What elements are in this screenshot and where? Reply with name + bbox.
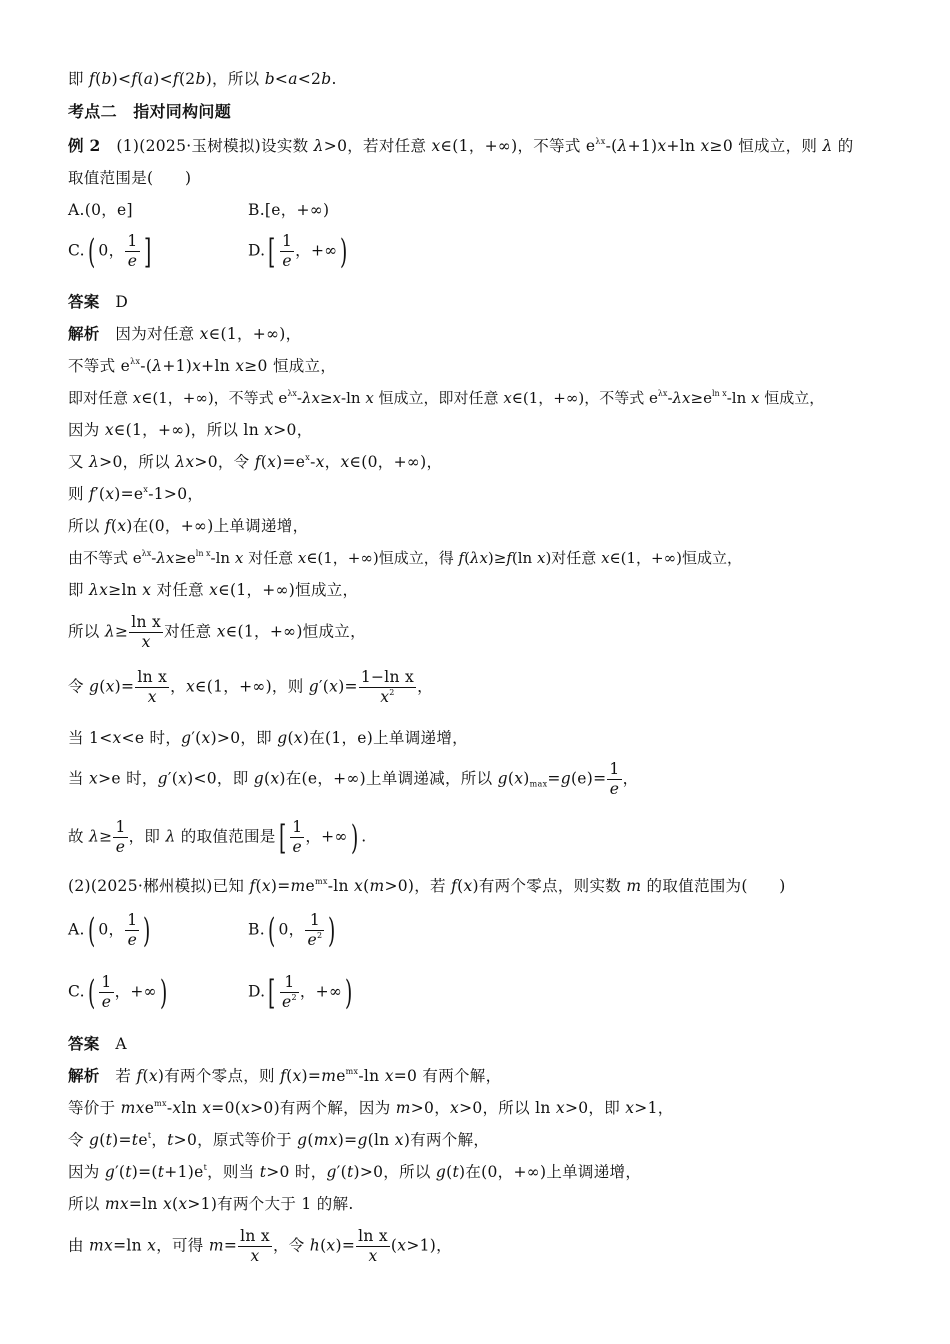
solution-line: 不等式 $e^{\lambda x}-(\lambda+1)x+\ln$ x≥0 恒成立， — [68, 357, 337, 375]
option-b: B.[e，+∞) — [248, 201, 330, 219]
solution-line: 当 1<x<e 时，g′(x)>0，即 g(x)在(1，e)上单调递增， — [68, 729, 468, 747]
section-heading: 考点二 指对同构问题 — [68, 102, 232, 121]
solution-line: 令 $g(t)=te^t$，t>0，原式等价于 g(mx)=g(ln x)有两个解， — [68, 1131, 490, 1149]
answer-line: 答案 A — [68, 1034, 127, 1053]
solution-line: 故 λ≥ $\frac{1}{e}$ ，即 λ 的取值范围是[ $\frac{1}{e}$ ，+∞) . — [68, 817, 367, 858]
solution-line: 所以 λ≥ $\frac{\text{ln x}}{x}$ 对任意 x∈(1，+∞)恒成立， — [68, 613, 366, 651]
solution-line: 由不等式 $e^{\lambda x}-\lambda x\ge e^{ln x}-\ln$ x 对任意 x∈(1，+∞)恒成立，得 f(λx)≥f(ln x)对任意 x∈(1，+∞)恒成立， — [68, 549, 742, 567]
solution-line: 因为 $g'(t)=(t+1)e^t$，则当 t>0 时，g′(t)>0，所以 g(t)在(0，+∞)上单调递增， — [68, 1163, 642, 1181]
solution-line: 即对任意 x∈(1，+∞)，不等式 $e^{\lambda x}-\lambda x\ge x-\ln$ x 恒成立，即对任意 x∈(1，+∞)，不等式 $e^{\lambda x}-\lambda x\ge e^{ln x}-\ln$ x 恒成立， — [68, 389, 825, 407]
solution-line: 解析 若 f(x)有两个零点，则 $f(x)=me^{mx}-\ln$ x=0 有两个解， — [68, 1066, 502, 1085]
answer-line: 答案 D — [68, 292, 129, 311]
option-d: D.[ $\frac{1}{e^2}$ ，+∞) — [248, 972, 353, 1013]
solution-line: 因为 x∈(1，+∞)，所以 ln x>0， — [68, 421, 313, 439]
solution-line: 等价于 mxe$^{mx}$-xln x=0(x>0)有两个解，因为 m>0，x>0，所以 ln x>0，即 x>1， — [68, 1099, 674, 1117]
options-row — [68, 973, 356, 1012]
option-a: A.( 0， $\frac{1}{e}$ ) — [68, 910, 151, 951]
question-line: 例 2 (1)(2025·玉树模拟)设实数 λ>0，若对任意 x∈(1，+∞)，不等式 $e^{\lambda x}-(\lambda+1)x+\ln$ x≥0 恒成立，则 λ 的 — [68, 136, 854, 155]
example-label: 例 2 — [68, 136, 101, 155]
solution-line: 令 g(x)= $\frac{\text{ln x}}{x}$ ，x∈(1，+∞)，则 g′(x)= $\frac{\text{1−ln x}}{x^2}$ ， — [68, 668, 433, 706]
solution-line: 又 λ>0，所以 λx>0，令 $f(x)=e^x-x$，x∈(0，+∞)， — [68, 453, 443, 471]
options-row — [68, 232, 351, 271]
question-line: 取值范围是( ) — [68, 169, 192, 187]
question-line: (2)(2025·郴州模拟)已知 $f(x)=me^{mx}-\ln$ x(m>0)，若 f(x)有两个零点，则实数 m 的取值范围为( ) — [68, 877, 786, 895]
solution-line: 所以 f(x)在(0，+∞)上单调递增， — [68, 517, 309, 535]
text-line: 即 f(b)<f(a)<f(2b)，所以 b<a<2b. — [68, 70, 337, 88]
solution-line: 即 λx≥ln x 对任意 x∈(1，+∞)恒成立， — [68, 581, 359, 599]
option-b: B.( 0， $\frac{1}{e^2}$ ) — [248, 910, 336, 951]
solution-line: 当 x>e 时，g′(x)<0，即 g(x)在(e，+∞)上单调递减，所以 $g(x)_{max}=g(e)=$ $\frac{1}{e}$ ， — [68, 760, 639, 798]
option-c: C.( 0， $\frac{1}{e}$ ] — [68, 231, 152, 272]
option-c: C.( $\frac{1}{e}$ ，+∞) — [68, 972, 168, 1013]
solution-line: 则 $f'(x)=e^x-1>0$， — [68, 485, 204, 503]
solution-line: 由 mx=ln x，可得 m= $\frac{\text{ln x}}{x}$ ，令 h(x)= $\frac{\text{ln x}}{x}$ (x>1)， — [68, 1227, 452, 1265]
solution-line: 解析 因为对任意 x∈(1，+∞)， — [68, 324, 302, 343]
solution-line: 所以 mx=ln x(x>1)有两个大于 1 的解. — [68, 1195, 354, 1213]
options-row — [68, 199, 329, 221]
option-a: A.(0，e] — [68, 201, 133, 219]
option-d: D.[ $\frac{1}{e}$ ，+∞) — [248, 231, 348, 272]
options-row — [68, 911, 339, 950]
